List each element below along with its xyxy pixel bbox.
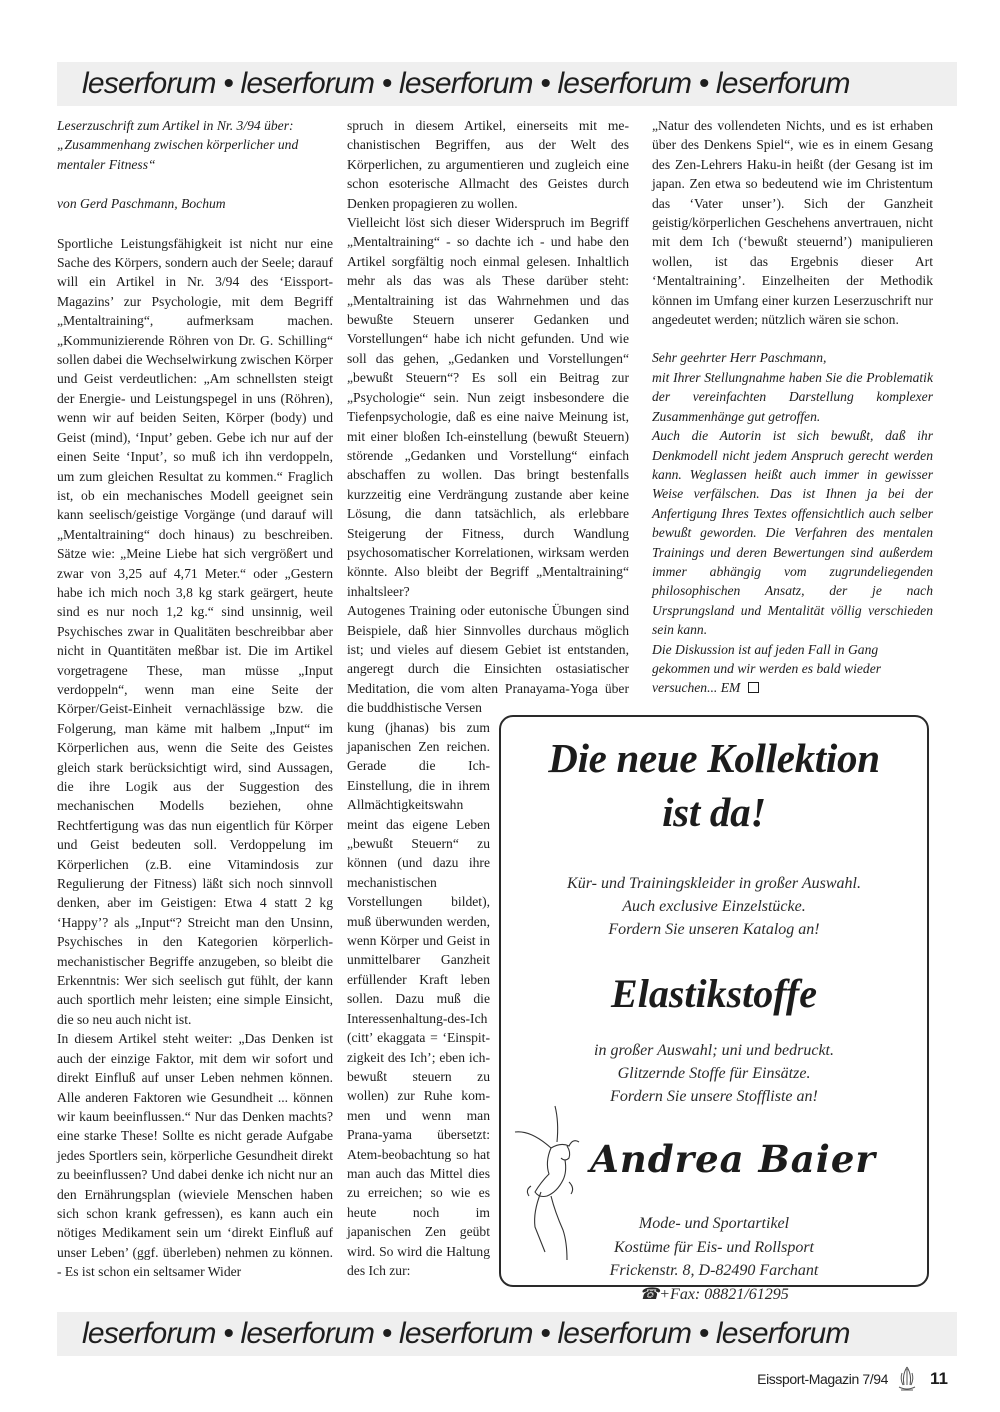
editor-reply-closing — [652, 640, 933, 698]
paragraph: spruch in diesem Artikel, einerseits mit mechanistischen Begriffen, aus der Welt des Körperlichen, zu argumentieren und zugleich eine schon esoterische Allmacht des Geistes durch Denken propagieren zu wollen. — [347, 118, 629, 211]
column-3 — [652, 116, 933, 698]
figure-skater-icon — [511, 1102, 591, 1272]
ad-subheadline: Elastikstoffe — [611, 971, 817, 1016]
ad-line: Glitzernde Stoffe für Einsätze. — [617, 1065, 811, 1082]
header-banner: leserforum • leserforum • leserforum • leserforum • leserforum — [57, 62, 957, 106]
paragraph-narrow: kung (jhanas) bis zum japanischen Zen reichen. Gerade die Ich-Einstellung, die in ihrem Allmächtigkeitswahn meint das eigene Leben „bewußt Steuern“ zu können (und dazu ihre mechanistischen Vorstellungen bildet), muß überwunden werden, wenn Körper und Geist in unmittelbarer Ganzheit erfüllender Kraft leben sollen. Dazu muß die Interessenhaltung-des-Ich (citt’ ekaggata = ‘Einspitzigkeit des Ich’; eben ich-bewußt steuern zu wollen) zur Ruhe kommen und wenn man Prana-yama übersetzt: Atem-beobachtung so hat man auch das Mittel dies zu erreichen; so wie es heute noch im japanischen Zen geübt wird. So wird die Haltung des Ich zur: — [347, 719, 490, 1278]
magazine-issue: Eissport-Magazin 7/94 — [757, 1371, 889, 1387]
article-byline: von Gerd Paschmann, Bochum — [57, 196, 226, 212]
paragraph: „Natur des vollendeten Nichts, und es ist erhaben über des Denkens Spiel“, wie es in einem Gesang des Zen-Lehrers Haku-in heißt (der Gesang ist im japan. Zen etwa so bedeutend wie im Christentum das ‘Vater unser’). Sich der Ganzheit geistig/körperlichen Geschehens anvertrauen, nicht mit dem Ich (‘bewußt steuernd’) manipulieren wollen, ist das Ergebnis dieser Art ‘Mentaltraining’. Einzelheiten der Methodik können im Umfang einer kurzen Leserzuschrift nur angedeutet werden; nützlich wären sie schon. — [652, 118, 933, 328]
page-number: 11 — [930, 1369, 948, 1388]
ad-line: Fordern Sie unseren Katalog an! — [608, 921, 820, 938]
editor-reply: mit Ihrer Stellungnahme haben Sie die Problematik der vereinfachten Darstellung komplexer Zusammenhänge gut getroffen. — [652, 369, 933, 424]
ad-phone-fax: ☎+Fax: 08821/61295 — [639, 1285, 789, 1303]
ad-line: Mode- und Sportartikel — [638, 1215, 790, 1232]
editor-reply: Auch die Autorin ist sich bewußt, daß ihr Denkmodell nicht jedem Anspruch gerecht werden kann. Weglassen heißt auch immer in gewisser Weise verfälschen. Das ist Ihnen ja bei der Anfertigung Ihres Textes offensichtlich auch selber bewußt geworden. Die Verfahren des mentalen Trainings und deren Bewertungen sind außerdem immer abhängig vom zugrundeliegenden philosophischen Ansatz, der je nach Ursprungsland und Mentalität völlig verschieden sein kann. — [652, 428, 933, 638]
paragraph: In diesem Artikel steht weiter: „Das Denken ist auch der einzige Faktor, mit dem wir sofort und direkt Einfluß auf unser Leben nehmen können. Alle anderen Faktoren wie Gesundheit ... können wir kaum beeinflussen.“ Nur das Denken machts? eine starke These! Sollte es nicht gerade Aufgabe jedes Sportlers sein, körperliche Gesundheit direkt zu beeinflussen? Und dabei denke ich nicht nur an den Ernährungsplan (wieviele Menschen haben sich schon krank gefressen), es kann auch ein nötiges Medikament sein um ‘direkt Einfluß auf unser Leben’ (ggf. überleben) nehmen zu können. - Es ist schon ein seltsamer Wider — [57, 1031, 333, 1280]
brand-name: Andrea Baier — [590, 1137, 876, 1181]
ad-headline: Die neue Kollektion — [548, 735, 880, 781]
editor-reply-closing-text: Die Diskussion ist auf jeden Fall in Gang gekommen und wir werden es bald wieder versuchen... EM — [652, 641, 882, 696]
paragraph: Sportliche Leistungsfähigkeit ist nicht nur eine Sache des Körpers, sondern auch der Seele; darauf will ein Artikel in Nr. 3/94 des ‘Eissport-Magazins’ zur Psychologie, mit dem Begriff „Mentaltraining“, aufmerksam machen. „Kommunizierende Röhren von Dr. G. Schilling“ sollen dabei die Wechselwirkung zwischen Körper und Geist verdeutlichen: „Am schnellsten steigt der Energie- und Leistungspegel in uns (Röhren), wenn wir auf beiden Seiten, Körper (body) und Geist (mind), ‘Input’ geben. Gebe ich nur auf der einen Seite ‘Input’, so muß ich ihn verdoppeln, um zum gleichen Resultat zu kommen.“ Fraglich ist, ob ein mechanisches Modell geeignet sein kann seelisch/geistige Vorgänge (und darauf will „Mentaltraining“ doch hinaus) zu beschreiben. Sätze wie: „Meine Liebe hat sich vergrößert und zwar von 3,25 auf 4,71 Meter.“ oder „Gestern habe ich mich noch 3,8 kg stark geärgert, heute sind es nur noch 1,2 kg.“ sind unsinnig, weil Psychisches zwar in Qualitäten beschreibbar aber nicht in Quantitäten meßbar ist. Die im Artikel vorgetragene These, man müsse „Input verdoppeln“, wenn man eine Seite der Körper/Geist-Einheit vernachlässige bzw. die Folgerung, man käme mit halbem „Input“ im Körperlichen aus, wenn die Seite des Geistes gleich stark berücksichtigt wird, sind Aussagen, die ihre Logik aus der Suggestion des mechanischen Modells beziehen, ohne Rechtfertigung was das nun eigentlich für Körper und Geist bedeuten soll. Verdoppelung im Körperlichen (z.B. eine Vitamindosis zur Regulierung der Fitness) läßt sich noch sinnvoll denken, aber im Geistigen: Etwa 4 statt 2 kg ‘Happy’? als „Input“? Streicht man den Unsinn, Psychisches in den Kategorien körperlich-mechanistischer Begriffe anzugeben, so bleibt die Erkenntnis: Wer sich seelisch gut fühlt, der kann auch sportlich mehr leisten; eine simple Einsicht, die so neu auch nicht ist. — [57, 235, 333, 1027]
editor-reply-salutation: Sehr geehrter Herr Paschmann, — [652, 350, 827, 366]
ad-address: Frickenstr. 8, D-82490 Farchant — [609, 1262, 819, 1279]
paragraph: Vielleicht löst sich dieser Widerspruch im Begriff „Mentaltraining“ - so dachte ich - und habe den Artikel sorgfältig noch einmal gelesen. Inhaltlich mehr als das was als These darüber steht: „Mentaltraining ist das Wahrnehmen und das bewußte Steuern unserer Gedanken und Vorstellungen“ habe ich nicht gefunden. Und wie soll das gehen, „Gedanken und Vorstellungen“ „bewußt Steuern“? Es soll ein Beitrag zur „Psychologie“ sein. Nun zeigt insbesondere die Tiefenpsychologie, daß es eine naive Meinung ist, mit einer bloßen Ich-einstellung (bewußt Steuern) störende „Gedanken und Vorstellung“ einfach abschaffen zu wollen. Das bringt bestenfalls kurzzeitig eine Verdrängung zustande aber keine Lösung, die dann tatsächlich, als erlebbare Steigerung der Fitness, durch Wandlung psychosomatischer Korrelationen, wirksam werden könnte. Also bleibt der Begriff „Mentaltraining“ inhaltsleer? — [347, 215, 629, 599]
ad-text-block — [501, 1039, 927, 1108]
brand-row — [501, 1116, 927, 1212]
ad-text-block — [501, 872, 927, 941]
column-1 — [57, 116, 333, 1282]
page-footer — [757, 1364, 948, 1394]
footer-banner: leserforum • leserforum • leserforum • leserforum • leserforum — [57, 1312, 957, 1356]
ad-line: Auch exclusive Einzelstücke. — [622, 898, 806, 915]
magazine-logo-icon — [896, 1365, 918, 1393]
advertisement — [499, 715, 929, 1303]
end-mark-icon — [748, 682, 759, 693]
ad-line: Kür- und Trainingskleider in großer Auswahl. — [567, 875, 861, 892]
ad-line: in großer Auswahl; uni und bedruckt. — [594, 1042, 834, 1059]
ad-line: Fordern Sie unsere Stoffliste an! — [610, 1088, 818, 1105]
ad-line: Kostüme für Eis- und Rollsport — [613, 1238, 814, 1256]
paragraph: Autogenes Training oder eutonische Übungen sind Beispiele, daß hier Sinnvolles durchaus möglich ist; und vieles auf diesem Gebiet ist entstanden, angeregt durch die Einsichten ostasiatischer Meditation, die vom alten Pranayama-Yoga über die buddhistische Versen — [347, 603, 629, 716]
article-intro: Leserzuschrift zum Artikel in Nr. 3/94 über: „Zusammenhang zwischen körperlicher und mentaler Fitness“ — [57, 118, 299, 172]
ad-headline: ist da! — [662, 789, 766, 835]
